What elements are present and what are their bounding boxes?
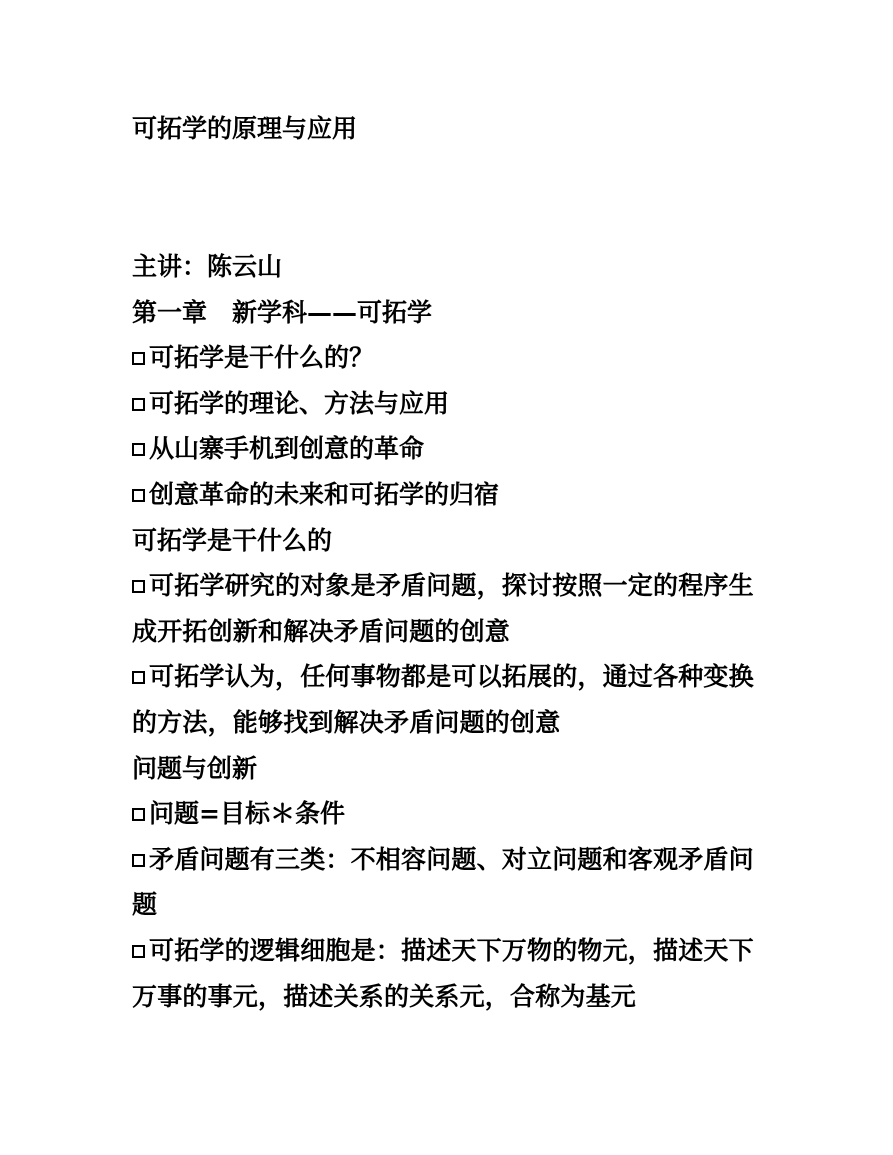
square-bullet-icon [132,443,145,456]
square-bullet-icon [132,398,145,411]
toc-item [132,335,772,381]
paragraph-text: 可拓学认为，任何事物都是可以拓展的，通过各种变换的方法，能够找到解决矛盾问题的创意 [132,662,754,737]
toc-item-text: 可拓学是干什么的？ [149,343,375,373]
paragraph-item [132,837,772,928]
paragraph-text: 问题=目标＊条件 [149,799,345,829]
square-bullet-icon [132,671,145,684]
paragraph-item [132,654,772,745]
toc-item [132,381,772,427]
paragraph-text: 矛盾问题有三类：不相容问题、对立问题和客观矛盾问题 [132,844,754,920]
toc-item-text: 从山寨手机到创意的革命 [149,434,425,464]
chapter-heading: 第一章 新学科——可拓学 [132,297,433,327]
square-bullet-icon [132,580,145,593]
square-bullet-icon [132,808,145,821]
square-bullet-icon [132,854,145,867]
square-bullet-icon [132,945,145,958]
toc-item-text: 可拓学的理论、方法与应用 [149,388,450,418]
toc-item-text: 创意革命的未来和可拓学的归宿 [149,479,500,509]
section-heading: 问题与创新 [132,753,258,783]
document-title: 可拓学的原理与应用 [132,114,358,143]
document-body [132,244,772,1019]
paragraph-text: 可拓学研究的对象是矛盾问题，探讨按照一定的程序生成开拓创新和解决矛盾问题的创意 [132,571,754,646]
toc-item [132,472,772,518]
paragraph-item [132,791,772,837]
section-heading: 可拓学是干什么的 [132,525,333,555]
paragraph-item [132,928,772,1019]
toc-item [132,426,772,472]
square-bullet-icon [132,489,145,502]
square-bullet-icon [132,352,145,365]
paragraph-text: 可拓学的逻辑细胞是：描述天下万物的物元，描述天下万事的事元，描述关系的关系元，合称为基元 [132,935,754,1011]
paragraph-item [132,563,772,654]
lecturer-line: 主讲：陈云山 [132,252,283,281]
